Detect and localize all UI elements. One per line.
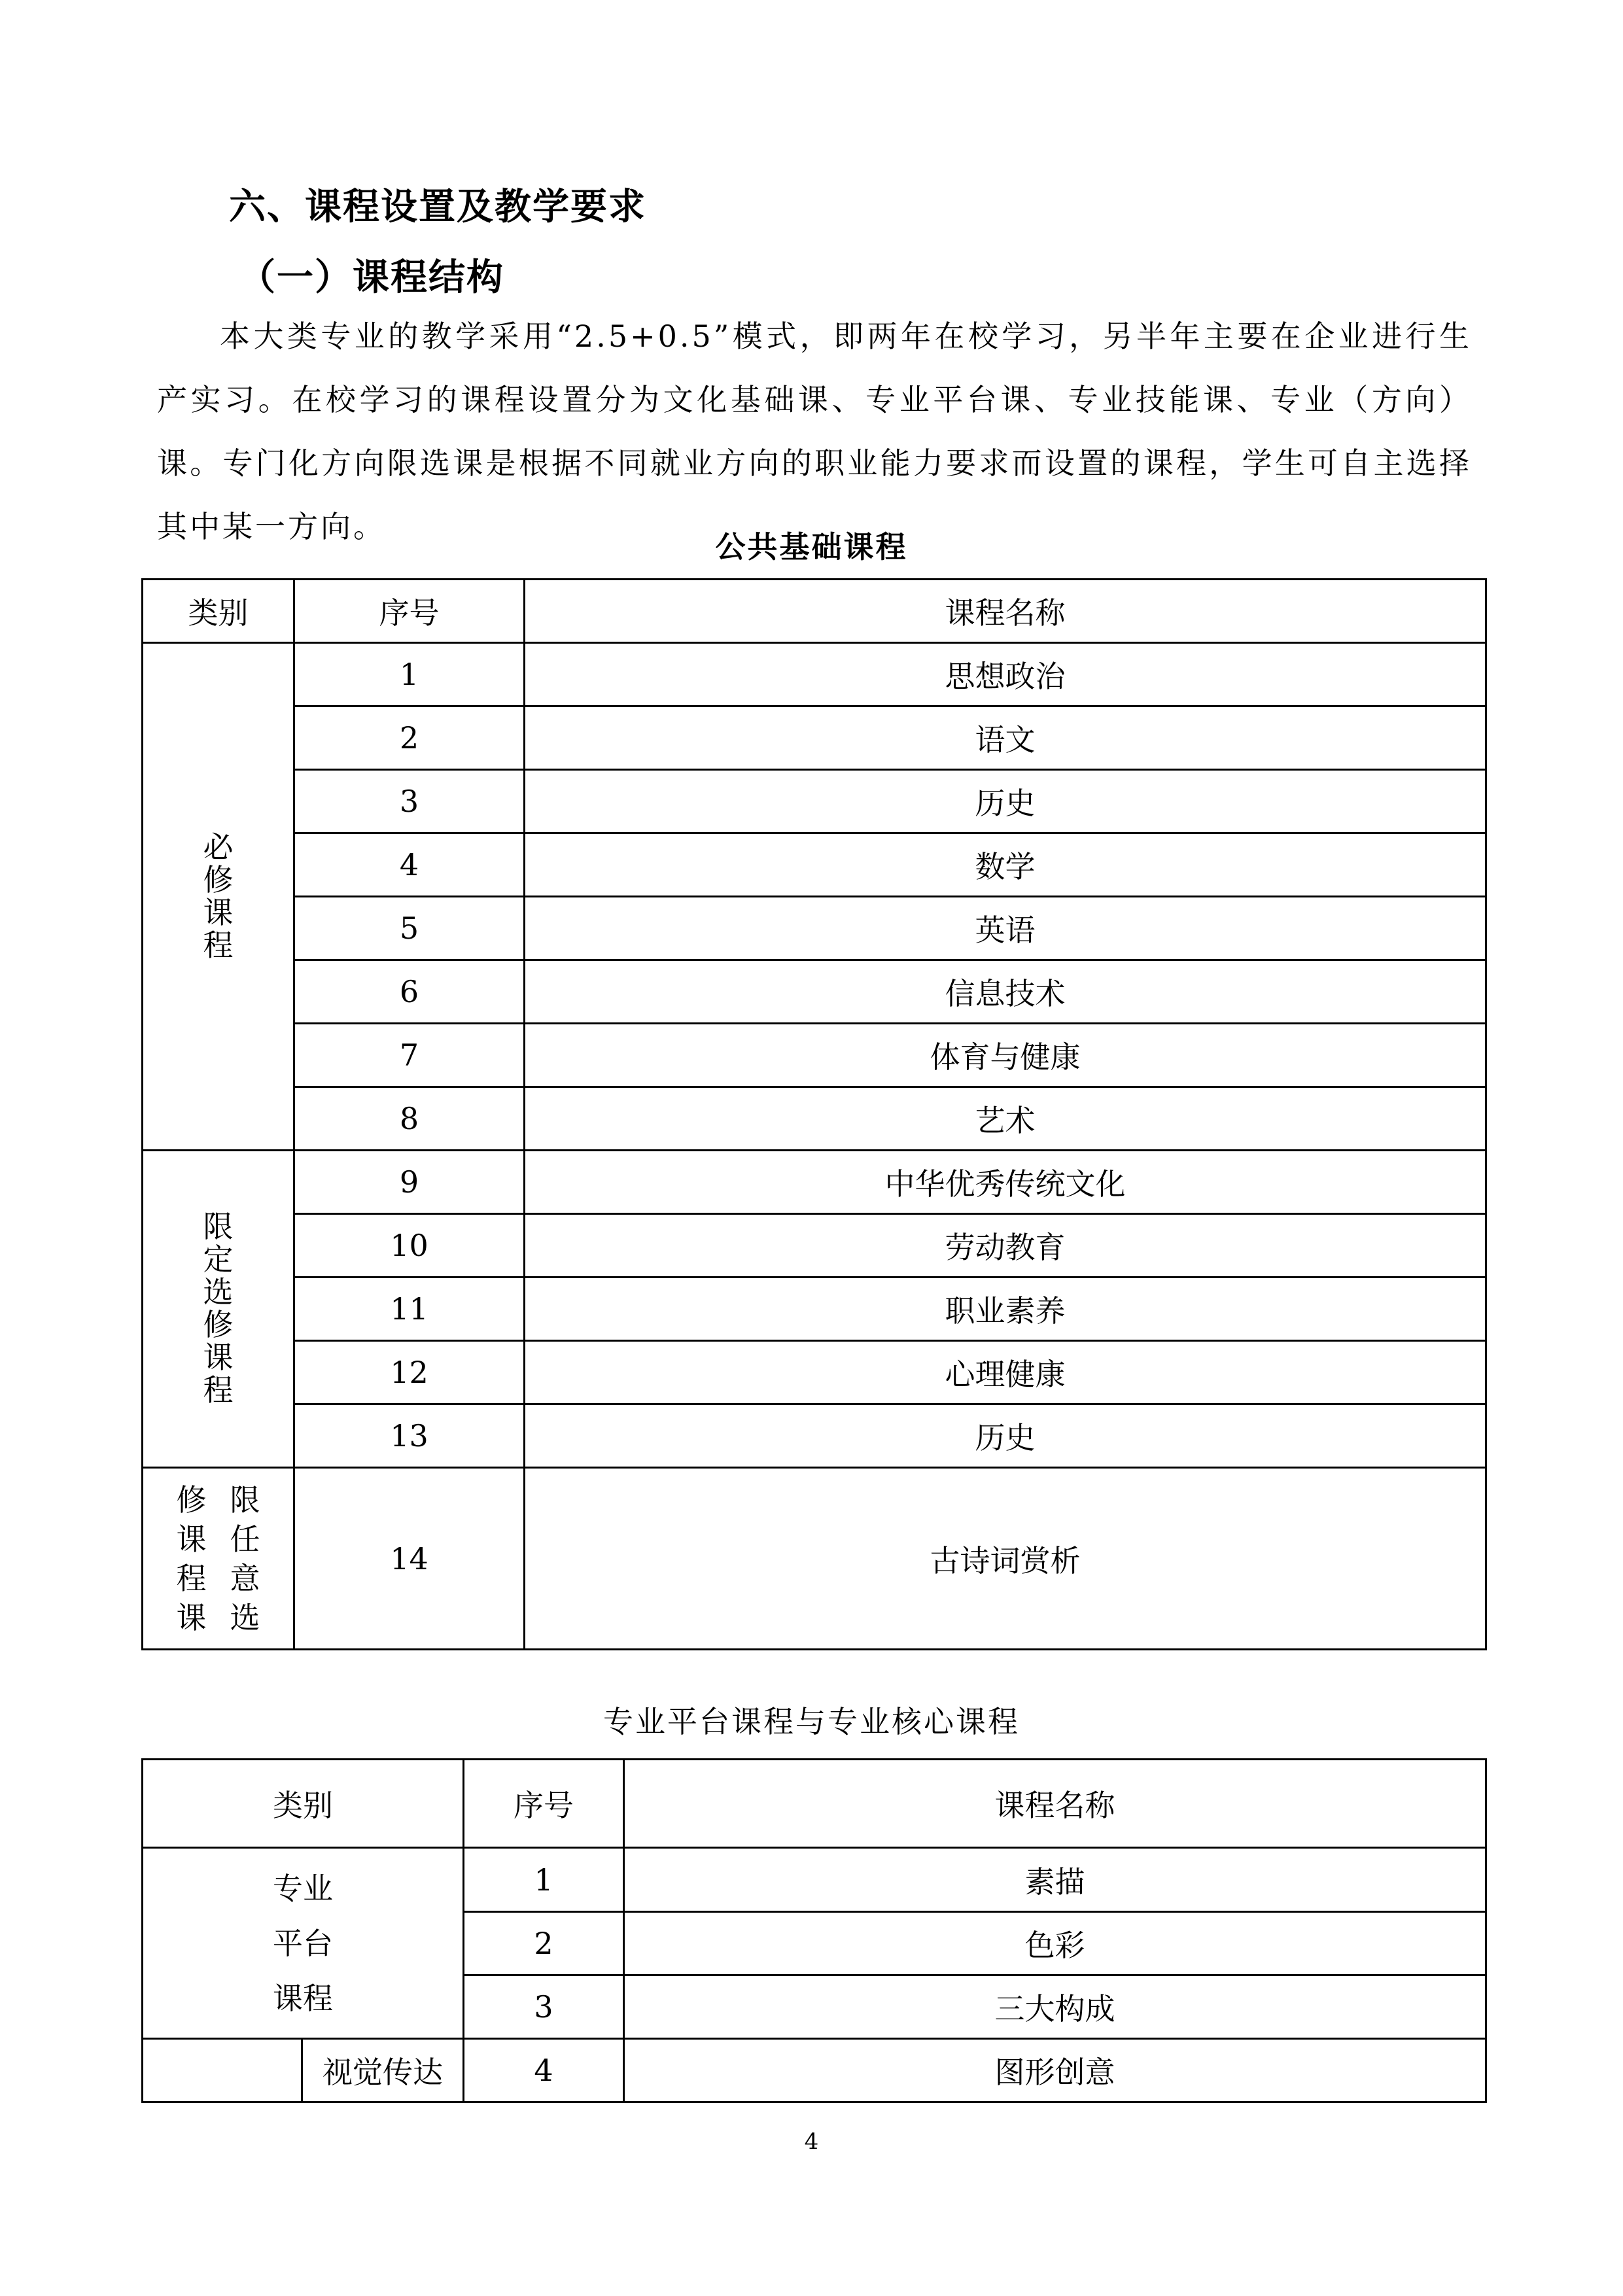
row-number: 13 — [294, 1404, 525, 1468]
category-blank — [143, 2039, 302, 2102]
row-course-name: 信息技术 — [525, 960, 1486, 1024]
row-number: 10 — [294, 1214, 525, 1278]
table-row — [143, 1087, 1486, 1151]
row-number: 4 — [294, 833, 525, 897]
table-row — [143, 643, 1486, 706]
row-number: 4 — [464, 2039, 624, 2102]
row-course-name: 三大构成 — [624, 1975, 1486, 2039]
page-number: 4 — [804, 2129, 819, 2155]
table-row — [143, 706, 1486, 770]
header-course-name: 课程名称 — [624, 1760, 1486, 1848]
header-number: 序号 — [294, 580, 525, 643]
table-row — [143, 2039, 1486, 2102]
row-number: 14 — [294, 1468, 525, 1650]
row-number: 5 — [294, 897, 525, 960]
category-optional-elective — [143, 1468, 294, 1650]
row-course-name: 色彩 — [624, 1912, 1486, 1975]
optional-right-column: 限 任 意 选 — [230, 1482, 260, 1635]
table1-caption: 公共基础课程 — [715, 529, 908, 565]
row-course-name: 历史 — [525, 1404, 1486, 1468]
row-course-name: 图形创意 — [624, 2039, 1486, 2102]
table-row — [143, 1151, 1486, 1214]
row-number: 1 — [464, 1848, 624, 1912]
table-header-row — [143, 1760, 1486, 1848]
row-course-name: 心理健康 — [525, 1341, 1486, 1404]
row-number: 3 — [464, 1975, 624, 2039]
row-number: 3 — [294, 770, 525, 833]
subsection-title: （一）课程结构 — [239, 256, 504, 299]
row-course-name: 思想政治 — [525, 643, 1486, 706]
table-row — [143, 1468, 1486, 1650]
row-course-name: 素描 — [624, 1848, 1486, 1912]
row-number: 7 — [294, 1024, 525, 1087]
row-course-name: 英语 — [525, 897, 1486, 960]
professional-course-table — [141, 1758, 1487, 2103]
table-row — [143, 770, 1486, 833]
optional-left-column: 修 课 程 课 — [176, 1482, 207, 1635]
row-number: 2 — [464, 1912, 624, 1975]
table-row — [143, 1214, 1486, 1278]
row-number: 9 — [294, 1151, 525, 1214]
public-course-table — [141, 578, 1487, 1650]
category-required: 必 修 课 程 — [143, 643, 294, 1151]
category-limited-elective: 限 定 选 修 课 程 — [143, 1151, 294, 1468]
table-row — [143, 960, 1486, 1024]
section-title: 六、课程设置及教学要求 — [229, 186, 646, 228]
row-course-name: 艺术 — [525, 1087, 1486, 1151]
row-course-name: 劳动教育 — [525, 1214, 1486, 1278]
row-course-name: 历史 — [525, 770, 1486, 833]
header-course-name: 课程名称 — [525, 580, 1486, 643]
table-row — [143, 1341, 1486, 1404]
row-number: 6 — [294, 960, 525, 1024]
row-number: 11 — [294, 1278, 525, 1341]
header-category: 类别 — [143, 1760, 464, 1848]
table-row — [143, 833, 1486, 897]
row-number: 2 — [294, 706, 525, 770]
row-number: 1 — [294, 643, 525, 706]
table-row — [143, 1024, 1486, 1087]
row-course-name: 职业素养 — [525, 1278, 1486, 1341]
table-row — [143, 1848, 1486, 1912]
row-course-name: 体育与健康 — [525, 1024, 1486, 1087]
row-number: 12 — [294, 1341, 525, 1404]
row-course-name: 古诗词赏析 — [525, 1468, 1486, 1650]
header-number: 序号 — [464, 1760, 624, 1848]
row-course-name: 中华优秀传统文化 — [525, 1151, 1486, 1214]
row-number: 8 — [294, 1087, 525, 1151]
header-category: 类别 — [143, 580, 294, 643]
row-course-name: 数学 — [525, 833, 1486, 897]
table-row — [143, 897, 1486, 960]
row-course-name: 语文 — [525, 706, 1486, 770]
table-header-row — [143, 580, 1486, 643]
table-row — [143, 1278, 1486, 1341]
table-row — [143, 1404, 1486, 1468]
intro-paragraph: 本大类专业的教学采用“2.5+0.5”模式，即两年在校学习，另半年主要在企业进行生产实习。在校学习的课程设置分为文化基础课、专业平台课、专业技能课、专业（方向）课。专门化方向限选课是根据不同就业方向的职业能力要求而设置的课程，学生可自主选择其中某一方向。 — [157, 319, 1472, 544]
sub-direction-label: 视觉传达 — [302, 2039, 464, 2102]
category-platform: 专业 平台 课程 — [143, 1848, 464, 2039]
table2-caption: 专业平台课程与专业核心课程 — [603, 1704, 1020, 1739]
